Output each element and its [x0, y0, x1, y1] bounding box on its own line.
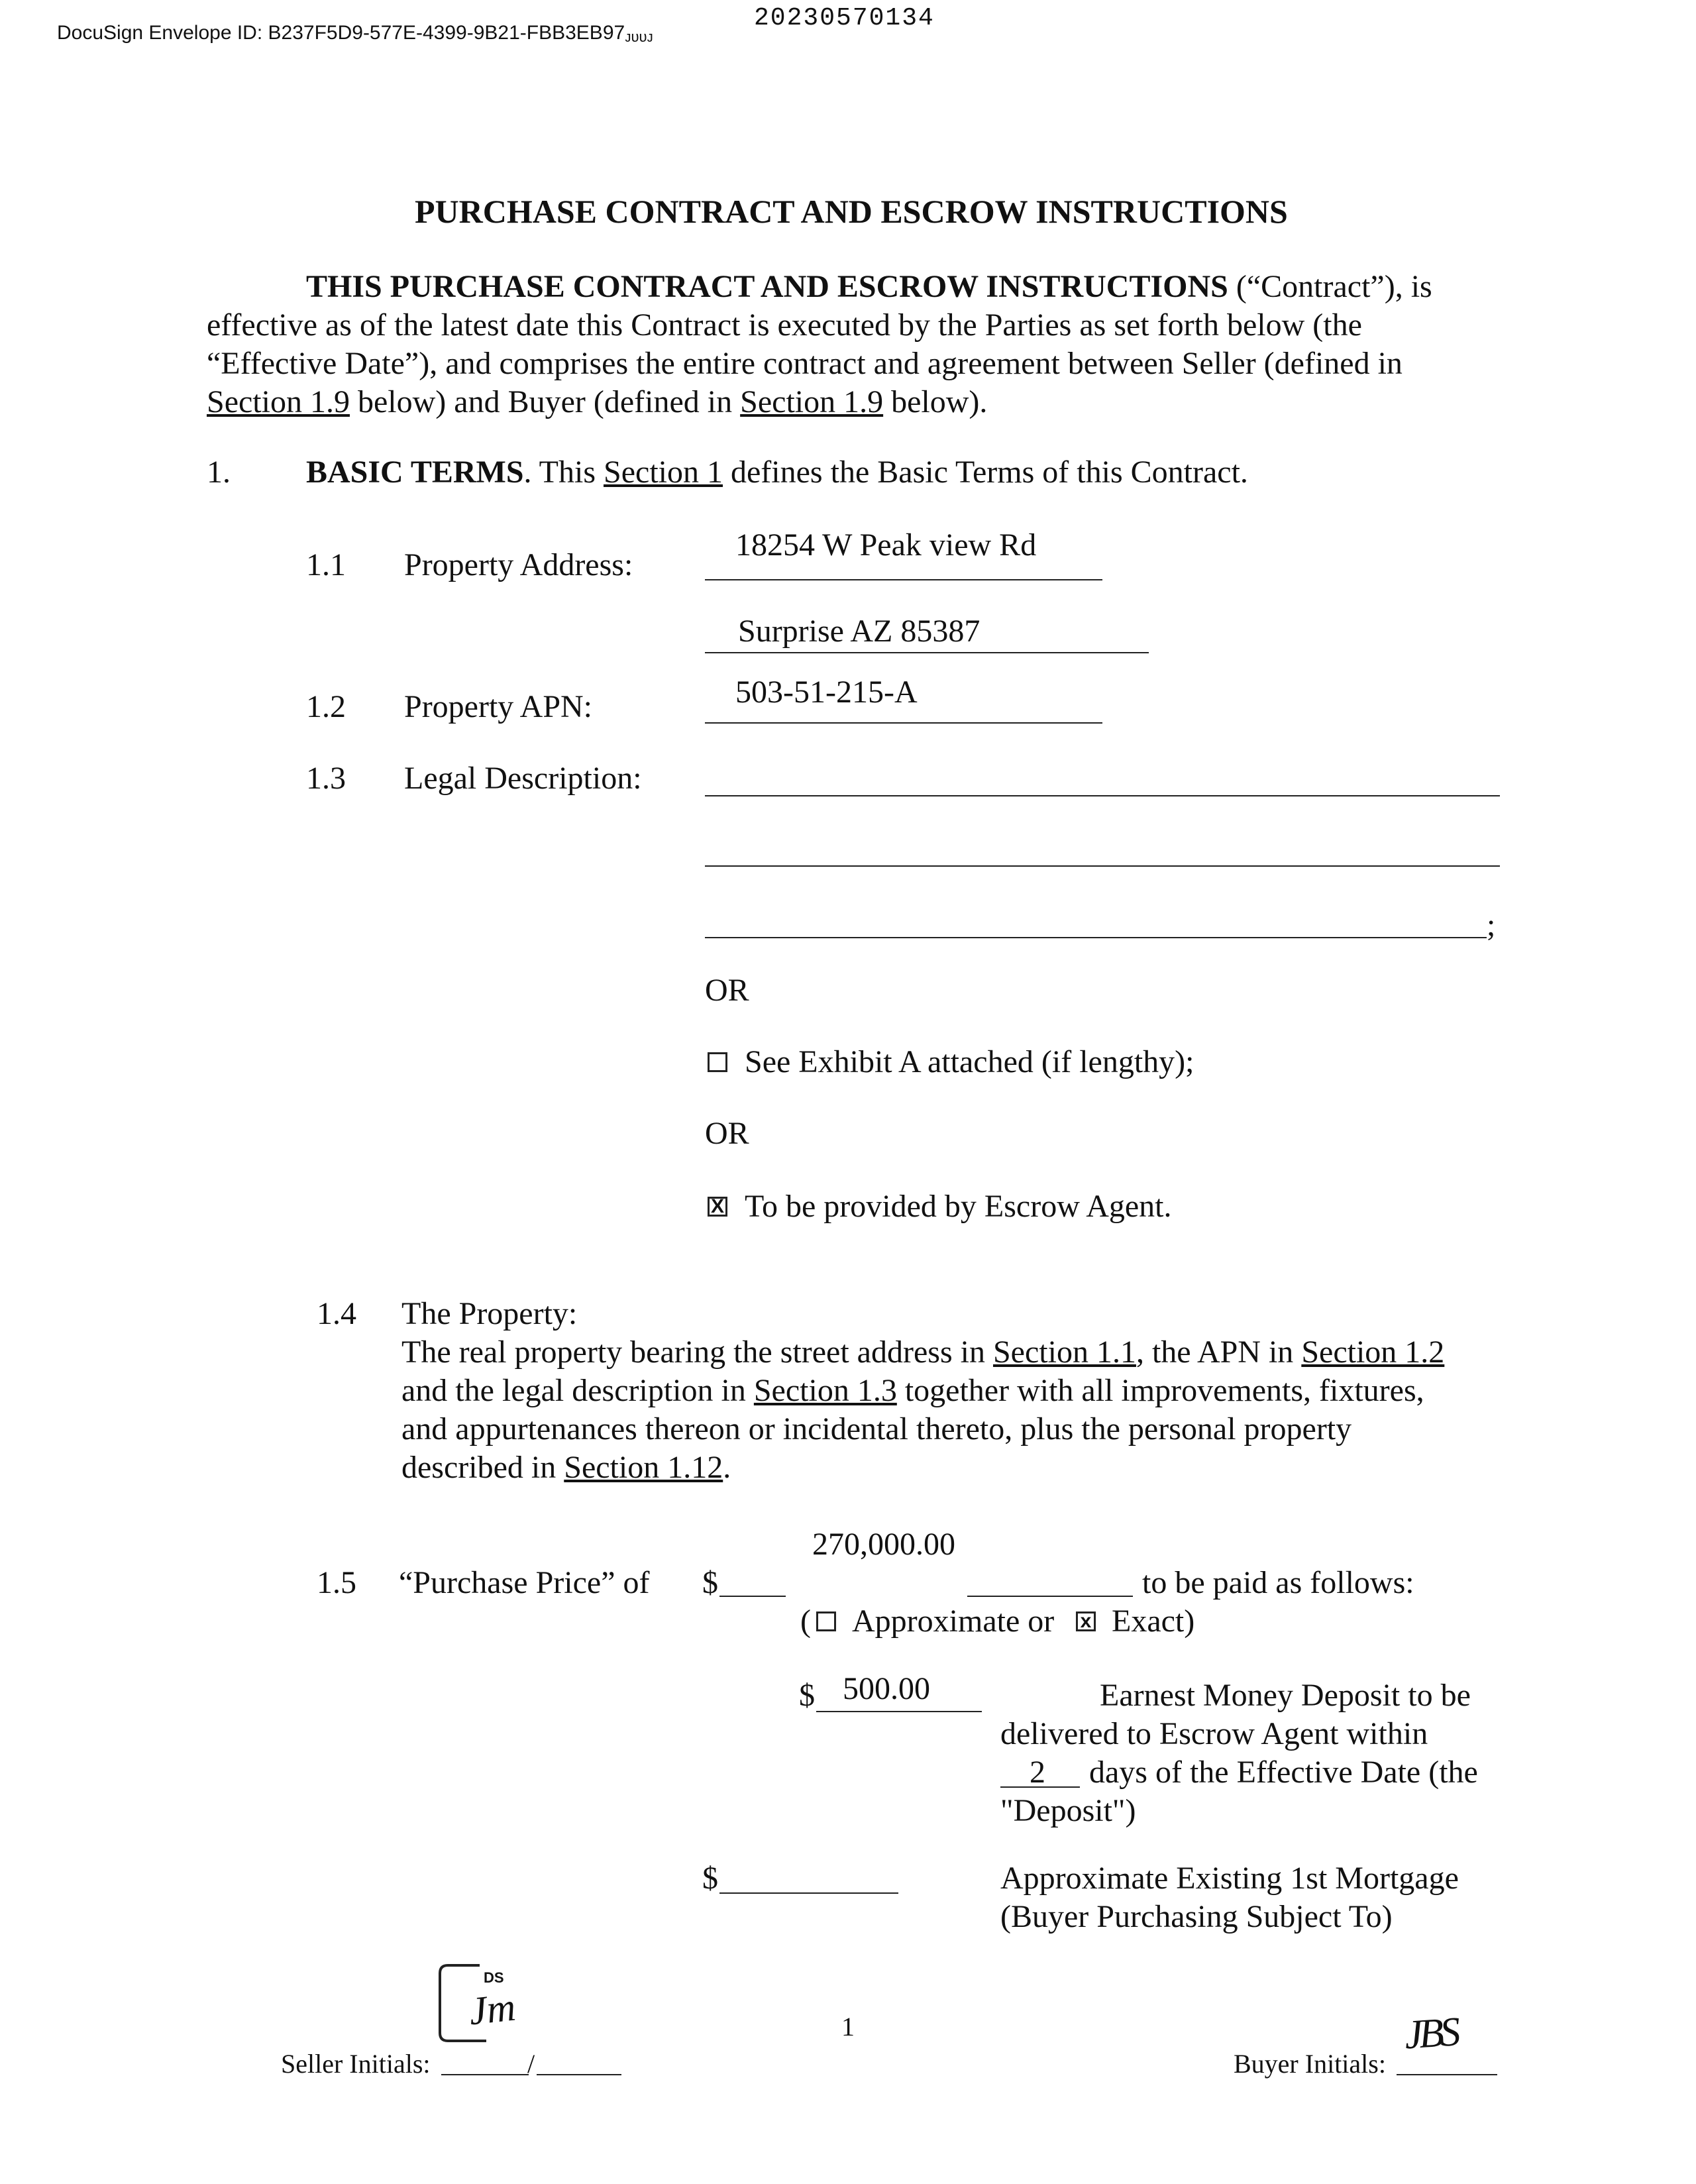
seller-initials-signature[interactable]: Jm	[466, 1985, 518, 2034]
approximate-checkbox[interactable]	[816, 1611, 836, 1631]
item-1-4-line-2-a: and the legal description in	[401, 1373, 754, 1408]
item-1-1-number: 1.1	[306, 547, 346, 582]
mortgage-text-line-1: Approximate Existing 1st Mortgage	[1000, 1861, 1459, 1896]
deposit-days[interactable]: 2	[1030, 1755, 1045, 1790]
exact-checkbox[interactable]: x	[1076, 1611, 1096, 1631]
section-1-text-post: defines the Basic Terms of this Contract.	[723, 455, 1248, 490]
buyer-initials-rule	[1397, 2074, 1497, 2075]
legal-description-line-1[interactable]	[705, 795, 1500, 796]
section-1-heading-line	[306, 453, 1248, 492]
item-1-4-line-2-b: together with all improvements, fixtures,	[896, 1373, 1424, 1408]
intro-line-4-mid: below) and Buyer (defined in	[349, 384, 741, 419]
item-1-4-line-4	[401, 1448, 731, 1487]
legal-description-line-3[interactable]	[705, 937, 1487, 938]
purchase-price-dollar: $	[702, 1565, 718, 1600]
deposit-text-line-2: delivered to Escrow Agent within	[1000, 1716, 1428, 1751]
item-1-2-label: Property APN:	[404, 689, 593, 724]
item-1-4-link-1-12[interactable]: Section 1.12	[564, 1450, 723, 1485]
deposit-text-line-1: Earnest Money Deposit to be	[1100, 1678, 1471, 1713]
item-1-4-line-4-a: described in	[401, 1450, 564, 1485]
purchase-price-value[interactable]: 270,000.00	[812, 1527, 955, 1562]
deposit-days-rule	[1000, 1786, 1080, 1788]
section-1-text-pre: . This	[523, 455, 604, 490]
item-1-4-line-4-b: .	[723, 1450, 731, 1485]
item-1-4-line-1-a: The real property bearing the street address in	[401, 1335, 993, 1370]
exhibit-a-label: See Exhibit A attached (if lengthy);	[745, 1044, 1194, 1079]
intro-line-3: “Effective Date”), and comprises the entire contract and agreement between Seller (defined in	[207, 346, 1403, 381]
price-type-open-paren: (	[800, 1604, 811, 1639]
intro-line-1	[306, 268, 1432, 306]
mortgage-amount-rule[interactable]	[719, 1892, 898, 1894]
deposit-text-line-4: "Deposit")	[1000, 1793, 1136, 1828]
purchase-price-label: “Purchase Price” of	[399, 1565, 650, 1600]
property-address-line-2-rule	[705, 652, 1149, 653]
intro-section-link-2[interactable]: Section 1.9	[740, 384, 884, 419]
property-address-line-2[interactable]: Surprise AZ 85387	[738, 614, 980, 649]
item-1-4-label: The Property:	[401, 1296, 578, 1331]
item-1-4-line-1	[401, 1333, 1444, 1372]
property-apn-rule	[705, 722, 1102, 724]
exhibit-a-checkbox[interactable]	[708, 1052, 727, 1072]
item-1-4-link-1-2[interactable]: Section 1.2	[1301, 1335, 1445, 1370]
or-label-1: OR	[705, 973, 749, 1008]
buyer-initials-label: Buyer Initials:	[1234, 2049, 1386, 2079]
buyer-initials-signature[interactable]: JBS	[1403, 2009, 1458, 2058]
item-1-3-label: Legal Description:	[404, 761, 642, 796]
intro-line-4	[207, 383, 987, 421]
item-1-4-line-2	[401, 1372, 1424, 1410]
section-1-link[interactable]: Section 1	[604, 455, 723, 490]
property-address-line-1[interactable]: 18254 W Peak view Rd	[735, 527, 1037, 563]
section-1-number: 1.	[207, 455, 231, 490]
purchase-price-paid-as: to be paid as follows:	[1142, 1565, 1414, 1600]
intro-section-link-1[interactable]: Section 1.9	[207, 384, 350, 419]
approximate-label: Approximate or	[852, 1604, 1055, 1639]
deposit-dollar: $	[799, 1678, 815, 1713]
item-1-5-number: 1.5	[317, 1565, 356, 1600]
item-1-2-number: 1.2	[306, 689, 346, 724]
mortgage-text-line-2: (Buyer Purchasing Subject To)	[1000, 1899, 1393, 1934]
item-1-4-number: 1.4	[317, 1296, 356, 1331]
intro-bold: THIS PURCHASE CONTRACT AND ESCROW INSTRUCTIONS	[306, 269, 1228, 304]
deposit-amount[interactable]: 500.00	[843, 1671, 930, 1706]
item-1-4-link-1-3[interactable]: Section 1.3	[753, 1373, 897, 1408]
recording-number: 20230570134	[754, 4, 935, 32]
legal-description-semicolon: ;	[1487, 908, 1496, 943]
deposit-text-line-3: days of the Effective Date (the	[1089, 1755, 1478, 1790]
escrow-agent-checkbox[interactable]: X	[708, 1197, 727, 1217]
item-1-4-line-3: and appurtenances thereon or incidental thereto, plus the personal property	[401, 1411, 1352, 1447]
or-label-2: OR	[705, 1116, 749, 1151]
intro-line-4-end: below).	[883, 384, 988, 419]
exact-label: Exact)	[1112, 1604, 1195, 1639]
envelope-id-text: DocuSign Envelope ID: B237F5D9-577E-4399-9B21-FBB3EB97	[57, 22, 625, 44]
envelope-id	[57, 20, 653, 50]
mortgage-dollar: $	[702, 1861, 718, 1896]
seller-initials-rule-1	[441, 2074, 529, 2075]
document-title: PURCHASE CONTRACT AND ESCROW INSTRUCTIONS	[415, 193, 1288, 230]
item-1-3-number: 1.3	[306, 761, 346, 796]
seller-initials-slash: /	[527, 2049, 535, 2079]
item-1-4-line-1-b: , the APN in	[1136, 1335, 1302, 1370]
ds-tag: DS	[484, 1969, 504, 1986]
item-1-1-label: Property Address:	[404, 547, 633, 582]
intro-line-1-rest: (“Contract”), is	[1228, 269, 1432, 304]
property-address-line-1-rule	[705, 579, 1102, 580]
item-1-4-link-1-1[interactable]: Section 1.1	[992, 1335, 1136, 1370]
escrow-agent-label: To be provided by Escrow Agent.	[745, 1189, 1172, 1224]
seller-initials-label: Seller Initials:	[281, 2049, 431, 2079]
page-number: 1	[841, 2012, 855, 2042]
purchase-price-rule-1	[719, 1596, 786, 1597]
intro-line-2: effective as of the latest date this Contract is executed by the Parties as set forth below (the	[207, 307, 1362, 343]
envelope-id-tail: ᴊᴜᴜᴊ	[625, 28, 653, 45]
deposit-amount-rule	[816, 1711, 982, 1712]
property-apn-value[interactable]: 503-51-215-A	[735, 675, 918, 710]
legal-description-line-2[interactable]	[705, 865, 1500, 867]
purchase-price-rule-2	[967, 1596, 1133, 1597]
seller-initials-rule-2[interactable]	[537, 2074, 621, 2075]
section-1-heading: BASIC TERMS	[306, 455, 524, 490]
